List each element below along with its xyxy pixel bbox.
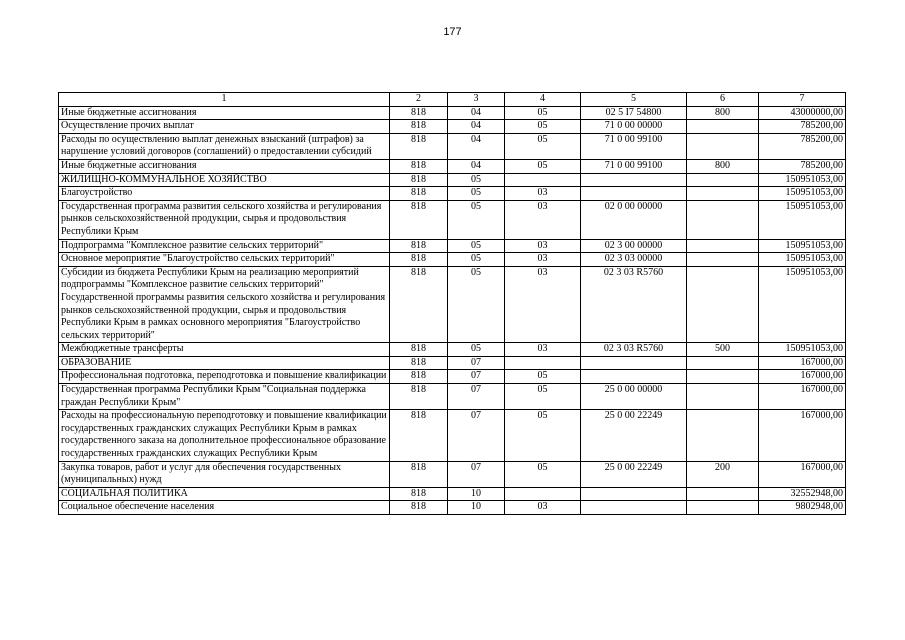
- row-subsection: 05: [505, 384, 581, 410]
- row-section: 05: [448, 266, 505, 343]
- row-expense-type: [687, 487, 759, 501]
- row-amount: 150951053,00: [759, 187, 846, 201]
- row-target-article: [581, 501, 687, 515]
- row-section: 05: [448, 187, 505, 201]
- row-amount: 43000000,00: [759, 106, 846, 120]
- row-amount: 150951053,00: [759, 253, 846, 267]
- row-section: 07: [448, 384, 505, 410]
- table-row: [59, 461, 846, 487]
- row-admin-code: 818: [390, 159, 448, 173]
- row-expense-type: 800: [687, 106, 759, 120]
- row-admin-code: 818: [390, 239, 448, 253]
- row-name: Субсидии из бюджета Республики Крым на реализацию мероприятий подпрограммы "Комплексное развитие сельских территорий" Государственной программы развития сельского хозяйства и регулирования рынков сельскохозяйственной продукции, сырья и продовольствия Республики Крым в рамках основного мероприятия "Благоустройство сельских территорий": [59, 266, 390, 343]
- row-target-article: 02 3 03 R5760: [581, 266, 687, 343]
- row-name: Закупка товаров, работ и услуг для обеспечения государственных (муниципальных) нужд: [59, 461, 390, 487]
- table-row: [59, 343, 846, 357]
- row-admin-code: 818: [390, 187, 448, 201]
- row-name: ОБРАЗОВАНИЕ: [59, 356, 390, 370]
- row-name: Осуществление прочих выплат: [59, 120, 390, 134]
- row-expense-type: 800: [687, 159, 759, 173]
- row-section: 04: [448, 159, 505, 173]
- row-admin-code: 818: [390, 173, 448, 187]
- table-row: [59, 239, 846, 253]
- row-amount: 150951053,00: [759, 266, 846, 343]
- row-target-article: 25 0 00 00000: [581, 384, 687, 410]
- row-section: 10: [448, 501, 505, 515]
- row-target-article: [581, 356, 687, 370]
- row-subsection: 05: [505, 410, 581, 461]
- row-admin-code: 818: [390, 410, 448, 461]
- row-target-article: 71 0 00 00000: [581, 120, 687, 134]
- row-section: 07: [448, 370, 505, 384]
- row-section: 05: [448, 253, 505, 267]
- row-subsection: 05: [505, 106, 581, 120]
- row-amount: 167000,00: [759, 384, 846, 410]
- row-target-article: 02 3 03 00000: [581, 253, 687, 267]
- row-subsection: [505, 356, 581, 370]
- row-subsection: 05: [505, 133, 581, 159]
- row-name: СОЦИАЛЬНАЯ ПОЛИТИКА: [59, 487, 390, 501]
- row-admin-code: 818: [390, 356, 448, 370]
- header-col-5: 5: [581, 93, 687, 107]
- table-row: [59, 173, 846, 187]
- row-amount: 785200,00: [759, 159, 846, 173]
- table-row: [59, 253, 846, 267]
- row-name: Расходы на профессиональную переподготовку и повышение квалификации государственных гражданских служащих Республики Крым в рамках государственного заказа на дополнительное профессиональное образование государственных гражданских служащих Республики Крым: [59, 410, 390, 461]
- row-section: 10: [448, 487, 505, 501]
- row-name: Благоустройство: [59, 187, 390, 201]
- row-expense-type: [687, 173, 759, 187]
- row-target-article: 25 0 00 22249: [581, 410, 687, 461]
- row-section: 05: [448, 239, 505, 253]
- row-name: Иные бюджетные ассигнования: [59, 106, 390, 120]
- row-amount: 785200,00: [759, 120, 846, 134]
- row-target-article: [581, 173, 687, 187]
- row-amount: 167000,00: [759, 356, 846, 370]
- row-target-article: 02 0 00 00000: [581, 200, 687, 239]
- row-name: Социальное обеспечение населения: [59, 501, 390, 515]
- row-admin-code: 818: [390, 343, 448, 357]
- row-name: Иные бюджетные ассигнования: [59, 159, 390, 173]
- table-row: [59, 159, 846, 173]
- row-admin-code: 818: [390, 501, 448, 515]
- row-subsection: [505, 487, 581, 501]
- row-admin-code: 818: [390, 384, 448, 410]
- row-name: ЖИЛИЩНО-КОММУНАЛЬНОЕ ХОЗЯЙСТВО: [59, 173, 390, 187]
- row-amount: 167000,00: [759, 370, 846, 384]
- row-section: 07: [448, 356, 505, 370]
- row-section: 05: [448, 173, 505, 187]
- row-admin-code: 818: [390, 487, 448, 501]
- table-row: [59, 501, 846, 515]
- row-expense-type: [687, 133, 759, 159]
- row-expense-type: [687, 410, 759, 461]
- row-name: Государственная программа развития сельского хозяйства и регулирования рынков сельскохозяйственной продукции, сырья и продовольствия Республики Крым: [59, 200, 390, 239]
- header-col-3: 3: [448, 93, 505, 107]
- header-row: [59, 93, 846, 107]
- table-row: [59, 356, 846, 370]
- row-name: Подпрограмма "Комплексное развитие сельских территорий": [59, 239, 390, 253]
- row-amount: 167000,00: [759, 461, 846, 487]
- row-target-article: 02 3 03 R5760: [581, 343, 687, 357]
- header-col-1: 1: [59, 93, 390, 107]
- row-expense-type: 500: [687, 343, 759, 357]
- table-row: [59, 266, 846, 343]
- row-section: 07: [448, 461, 505, 487]
- row-admin-code: 818: [390, 200, 448, 239]
- row-subsection: 03: [505, 200, 581, 239]
- row-expense-type: [687, 266, 759, 343]
- row-expense-type: [687, 370, 759, 384]
- row-subsection: 03: [505, 187, 581, 201]
- table-row: [59, 133, 846, 159]
- row-amount: 32552948,00: [759, 487, 846, 501]
- row-section: 05: [448, 200, 505, 239]
- row-name: Межбюджетные трансферты: [59, 343, 390, 357]
- row-target-article: 25 0 00 22249: [581, 461, 687, 487]
- row-target-article: 71 0 00 99100: [581, 133, 687, 159]
- row-section: 04: [448, 120, 505, 134]
- row-expense-type: [687, 384, 759, 410]
- row-target-article: [581, 487, 687, 501]
- table-row: [59, 487, 846, 501]
- row-amount: 150951053,00: [759, 173, 846, 187]
- page-number: 177: [443, 26, 462, 38]
- row-admin-code: 818: [390, 370, 448, 384]
- row-section: 07: [448, 410, 505, 461]
- row-subsection: 03: [505, 239, 581, 253]
- row-target-article: [581, 370, 687, 384]
- budget-table: [58, 92, 846, 515]
- row-section: 05: [448, 343, 505, 357]
- row-admin-code: 818: [390, 120, 448, 134]
- row-subsection: 05: [505, 461, 581, 487]
- row-subsection: 03: [505, 253, 581, 267]
- header-col-6: 6: [687, 93, 759, 107]
- row-expense-type: [687, 239, 759, 253]
- row-amount: 9802948,00: [759, 501, 846, 515]
- row-subsection: 05: [505, 370, 581, 384]
- row-amount: 167000,00: [759, 410, 846, 461]
- row-admin-code: 818: [390, 461, 448, 487]
- row-target-article: 71 0 00 99100: [581, 159, 687, 173]
- row-expense-type: [687, 356, 759, 370]
- table-row: [59, 106, 846, 120]
- row-subsection: 03: [505, 343, 581, 357]
- row-subsection: [505, 173, 581, 187]
- row-target-article: 02 5 I7 54800: [581, 106, 687, 120]
- table-row: [59, 370, 846, 384]
- row-admin-code: 818: [390, 266, 448, 343]
- row-admin-code: 818: [390, 106, 448, 120]
- header-col-7: 7: [759, 93, 846, 107]
- row-admin-code: 818: [390, 133, 448, 159]
- header-col-2: 2: [390, 93, 448, 107]
- table-row: [59, 187, 846, 201]
- row-section: 04: [448, 133, 505, 159]
- row-amount: 150951053,00: [759, 200, 846, 239]
- table-row: [59, 200, 846, 239]
- row-amount: 150951053,00: [759, 343, 846, 357]
- row-subsection: 03: [505, 266, 581, 343]
- row-target-article: [581, 187, 687, 201]
- table-row: [59, 384, 846, 410]
- row-admin-code: 818: [390, 253, 448, 267]
- row-subsection: 05: [505, 120, 581, 134]
- budget-table-body: [59, 93, 846, 515]
- row-subsection: 03: [505, 501, 581, 515]
- row-target-article: 02 3 00 00000: [581, 239, 687, 253]
- row-subsection: 05: [505, 159, 581, 173]
- row-expense-type: [687, 253, 759, 267]
- row-expense-type: 200: [687, 461, 759, 487]
- row-expense-type: [687, 200, 759, 239]
- row-expense-type: [687, 187, 759, 201]
- row-amount: 150951053,00: [759, 239, 846, 253]
- row-expense-type: [687, 501, 759, 515]
- row-name: Основное мероприятие "Благоустройство сельских территорий": [59, 253, 390, 267]
- header-col-4: 4: [505, 93, 581, 107]
- table-row: [59, 410, 846, 461]
- row-expense-type: [687, 120, 759, 134]
- row-name: Профессиональная подготовка, переподготовка и повышение квалификации: [59, 370, 390, 384]
- table-row: [59, 120, 846, 134]
- row-name: Расходы по осуществлению выплат денежных взысканий (штрафов) за нарушение условий договоров (соглашений) о предоставлении субсидий: [59, 133, 390, 159]
- row-name: Государственная программа Республики Крым "Социальная поддержка граждан Республики Крым": [59, 384, 390, 410]
- row-amount: 785200,00: [759, 133, 846, 159]
- row-section: 04: [448, 106, 505, 120]
